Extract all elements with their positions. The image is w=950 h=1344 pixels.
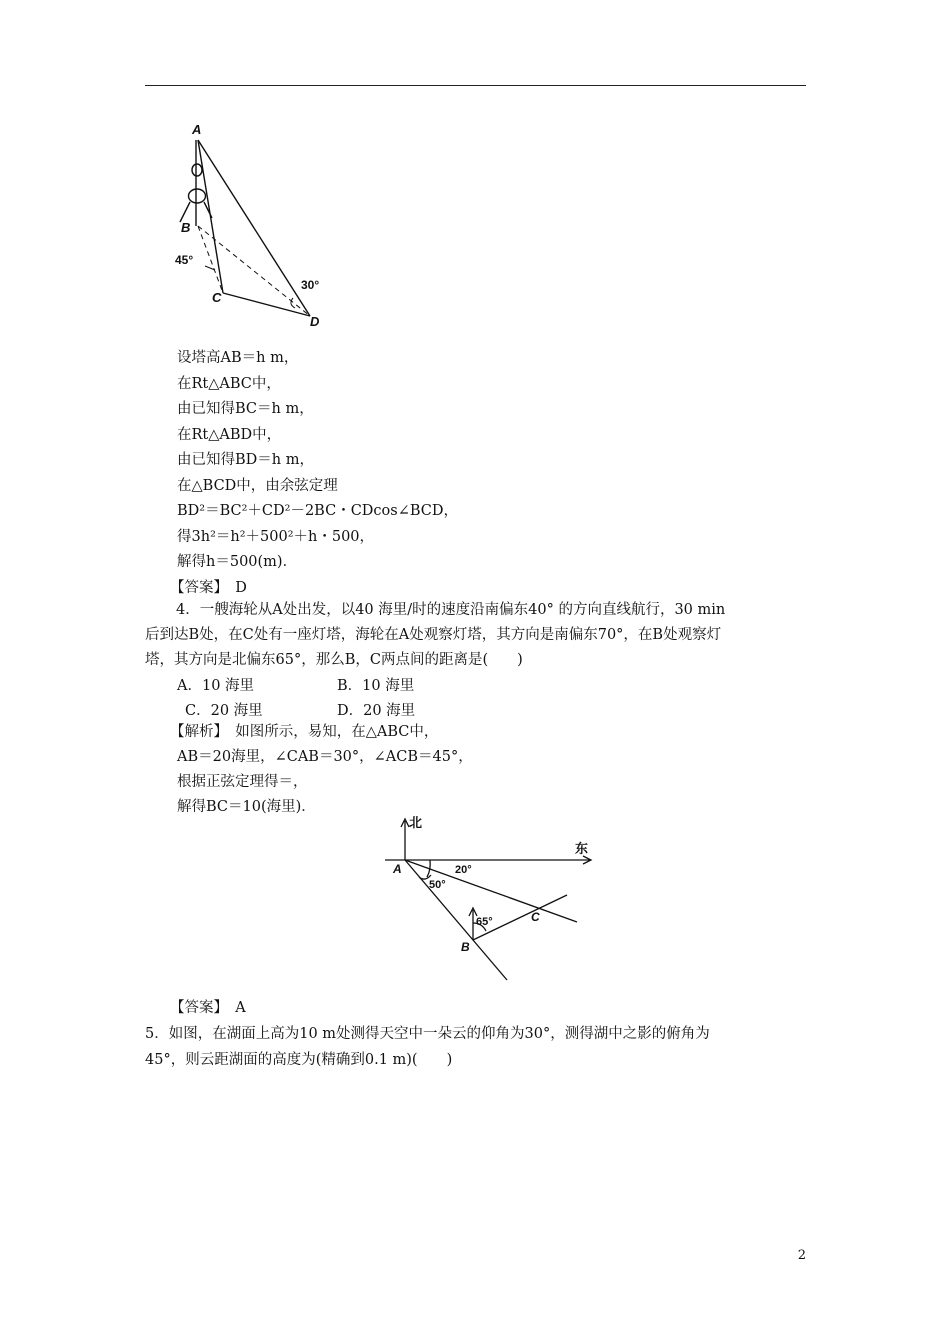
solution-3-line: 由已知得BC＝h m， [177,401,314,417]
header-rule [145,85,806,86]
line-bc [198,226,223,293]
page-number: 2 [797,1248,806,1263]
problem-5 [145,1021,710,1073]
solution-3-line: 得3h²＝h²＋500²＋h・500， [177,528,375,545]
option-c: C．20 海里 [185,703,263,719]
solution-3-line: 解得h＝500(m)． [177,554,298,570]
angle-30: 30° [301,278,320,292]
answer-4: 【答案】 A [170,1000,246,1016]
solution-3-line: 在Rt△ABD中， [177,426,282,443]
angle-45: 45° [175,253,194,267]
option-a: A．10 海里 [177,678,255,694]
solution-3 [177,346,458,576]
label-d: D [310,314,320,329]
label-a: A [192,122,202,137]
problem-4 [145,598,725,673]
solution-3-line: 在△BCD中，由余弦定理 [177,477,338,494]
problem-4-line: 后到达B处，在C处有一座灯塔，海轮在A处观察灯塔，其方向是南偏东70°，在B处观察灯 [145,627,722,643]
solution-3-line: 由已知得BD＝h m， [177,452,314,468]
solution-3-line: BD²＝BC²＋CD²－2BC・CDcos∠BCD， [177,503,459,519]
tower-ball [192,164,202,176]
label-east: 东 [575,841,589,856]
tower-disk [189,189,206,203]
solution-4-line: 【解析】 如图所示，易知，在△ABC中， [170,724,439,740]
problem-4-line: 4．一艘海轮从A处出发，以40 海里/时的速度沿南偏东40° 的方向直线航行，30 min [176,602,726,618]
problem-4-line: 塔，其方向是北偏东65°，那么B，C两点间的距离是( ) [145,652,523,668]
angle-20: 20° [455,864,472,876]
problem-5-line: 5．如图，在湖面上高为10 m处测得天空中一朵云的仰角为30°，测得湖中之影的俯角为 [145,1026,710,1042]
label-c: C [212,290,222,305]
solution-3-line: 在Rt△ABC中， [177,375,281,392]
tower-figure [165,118,345,333]
label-c: C [531,910,540,924]
angle-50: 50° [429,879,446,891]
solution-4 [170,720,473,820]
label-a: A [393,862,402,876]
navigation-figure [385,815,605,985]
label-b: B [461,940,470,954]
solution-4-line: 根据正弦定理得＝， [177,774,308,790]
problem-5-line: 45°，则云距湖面的高度为(精确到0.1 m)( ) [145,1052,453,1068]
solution-4-line: AB＝20海里，∠CAB＝30°，∠ACB＝45°， [177,749,473,765]
answer-3: 【答案】 D [170,580,247,596]
label-north: 北 [409,815,423,830]
label-b: B [181,220,191,235]
option-b: B．10 海里 [337,678,415,694]
solution-3-line: 设塔高AB＝h m， [177,350,299,366]
option-d: D．20 海里 [337,703,416,719]
solution-4-line: 解得BC＝10(海里)． [177,799,316,815]
angle-65: 65° [476,916,493,928]
